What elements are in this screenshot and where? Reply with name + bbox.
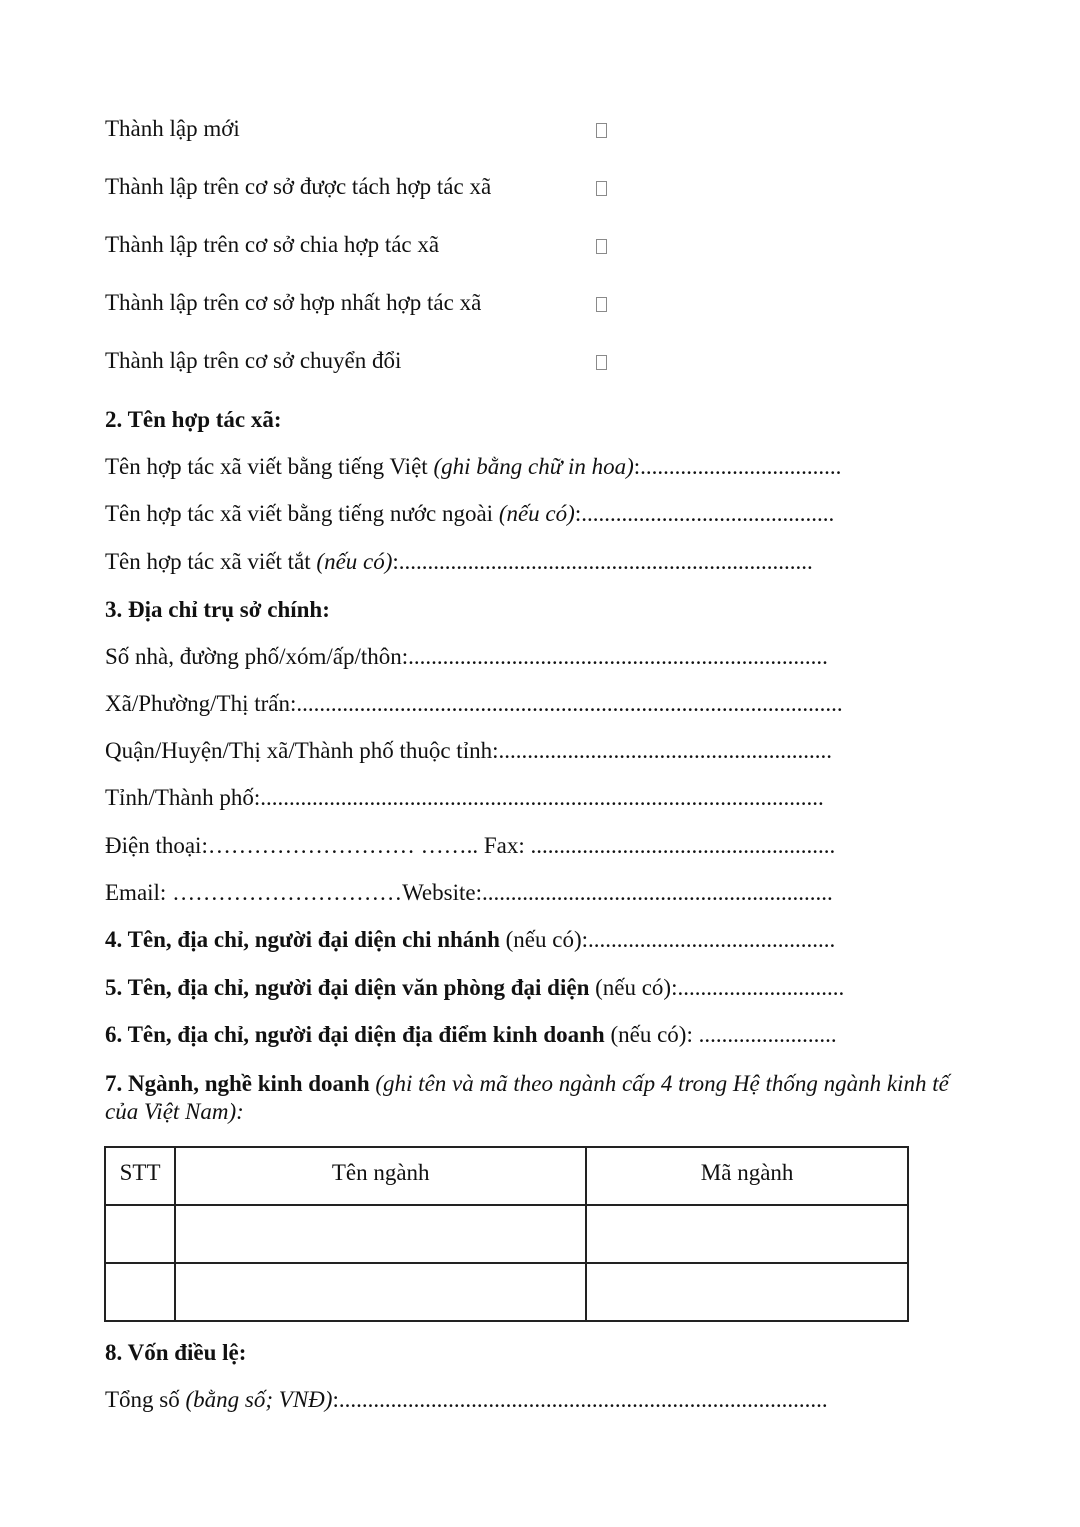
table-cell[interactable] xyxy=(105,1263,175,1321)
table-cell[interactable] xyxy=(586,1205,908,1263)
section-7-note: (ghi tên và mã theo ngành cấp 4 trong Hệ thống ngành kinh tế của Việt Nam): xyxy=(105,1071,949,1124)
name-vietnamese-dots: :................................... xyxy=(633,454,842,479)
section-4-dots: (nếu có):........................................... xyxy=(499,927,836,952)
checkbox-convert[interactable] xyxy=(596,355,607,370)
business-lines-table xyxy=(104,1146,909,1322)
checkbox-split[interactable] xyxy=(596,181,607,196)
name-vietnamese-label: Tên hợp tác xã viết bằng tiếng Việt xyxy=(105,454,434,479)
ward-field[interactable]: Xã/Phường/Thị trấn:............................................................................................... xyxy=(105,691,843,716)
district-field[interactable]: Quận/Huyện/Thị xã/Thành phố thuộc tỉnh:.......................................................... xyxy=(105,738,832,763)
name-vietnamese-field[interactable] xyxy=(105,453,841,481)
section-3-heading: 3. Địa chỉ trụ sở chính: xyxy=(105,597,330,622)
header-stt: STT xyxy=(105,1147,175,1205)
option-label-new: Thành lập mới xyxy=(105,116,240,141)
total-capital-field[interactable] xyxy=(105,1386,828,1414)
option-label-split: Thành lập trên cơ sở được tách hợp tác xã xyxy=(105,174,492,199)
table-cell[interactable] xyxy=(175,1205,586,1263)
checkbox-new[interactable] xyxy=(596,123,607,138)
section-7-paragraph xyxy=(105,1070,985,1126)
total-capital-label: Tổng số xyxy=(105,1387,186,1412)
section-8-heading: 8. Vốn điều lệ: xyxy=(105,1340,247,1365)
section-6-dots: (nếu có): ........................ xyxy=(604,1022,837,1047)
province-field[interactable]: Tỉnh/Thành phố:.................................................................................................. xyxy=(105,785,824,810)
name-short-field[interactable] xyxy=(105,548,813,576)
total-capital-note: (bằng số; VNĐ) xyxy=(185,1387,333,1412)
business-location-field[interactable] xyxy=(105,1021,837,1049)
branch-field[interactable] xyxy=(105,926,835,954)
table-cell[interactable] xyxy=(105,1205,175,1263)
name-foreign-label: Tên hợp tác xã viết bằng tiếng nước ngoài xyxy=(105,501,499,526)
section-7-heading: 7. Ngành, nghề kinh doanh xyxy=(105,1071,370,1096)
checkbox-divide[interactable] xyxy=(596,239,607,254)
name-short-dots: :........................................................................ xyxy=(392,549,813,574)
phone-fax-field[interactable]: Điện thoại:……………………… …….. Fax: ..................................................... xyxy=(105,833,836,858)
section-6-heading: 6. Tên, địa chỉ, người đại diện địa điểm kinh doanh xyxy=(105,1022,605,1047)
name-short-label: Tên hợp tác xã viết tắt xyxy=(105,549,317,574)
section-4-heading: 4. Tên, địa chỉ, người đại diện chi nhánh xyxy=(105,927,500,952)
rep-office-field[interactable] xyxy=(105,974,844,1002)
option-label-divide: Thành lập trên cơ sở chia hợp tác xã xyxy=(105,232,440,257)
option-label-convert: Thành lập trên cơ sở chuyển đổi xyxy=(105,348,402,373)
table-header-row xyxy=(105,1147,908,1205)
name-foreign-note: (nếu có) xyxy=(498,501,575,526)
section-5-dots: (nếu có):............................. xyxy=(589,975,845,1000)
option-label-merge: Thành lập trên cơ sở hợp nhất hợp tác xã xyxy=(105,290,482,315)
total-capital-dots: :..................................................................................... xyxy=(332,1387,828,1412)
name-short-note: (nếu có) xyxy=(316,549,393,574)
name-vietnamese-note: (ghi bằng chữ in hoa) xyxy=(433,454,634,479)
section-5-heading: 5. Tên, địa chỉ, người đại diện văn phòng đại diện xyxy=(105,975,590,1000)
section-2-heading: 2. Tên hợp tác xã: xyxy=(105,407,282,432)
table-row xyxy=(105,1205,908,1263)
table-cell[interactable] xyxy=(175,1263,586,1321)
name-foreign-dots: :............................................ xyxy=(574,501,835,526)
table-cell[interactable] xyxy=(586,1263,908,1321)
checkbox-merge[interactable] xyxy=(596,297,607,312)
header-ten-nganh: Tên ngành xyxy=(175,1147,586,1205)
table-row xyxy=(105,1263,908,1321)
street-field[interactable]: Số nhà, đường phố/xóm/ấp/thôn:......................................................................... xyxy=(105,644,828,669)
name-foreign-field[interactable] xyxy=(105,500,834,528)
email-website-field[interactable]: Email: …………………………Website:............................................................. xyxy=(105,880,833,905)
header-ma-nganh: Mã ngành xyxy=(586,1147,908,1205)
